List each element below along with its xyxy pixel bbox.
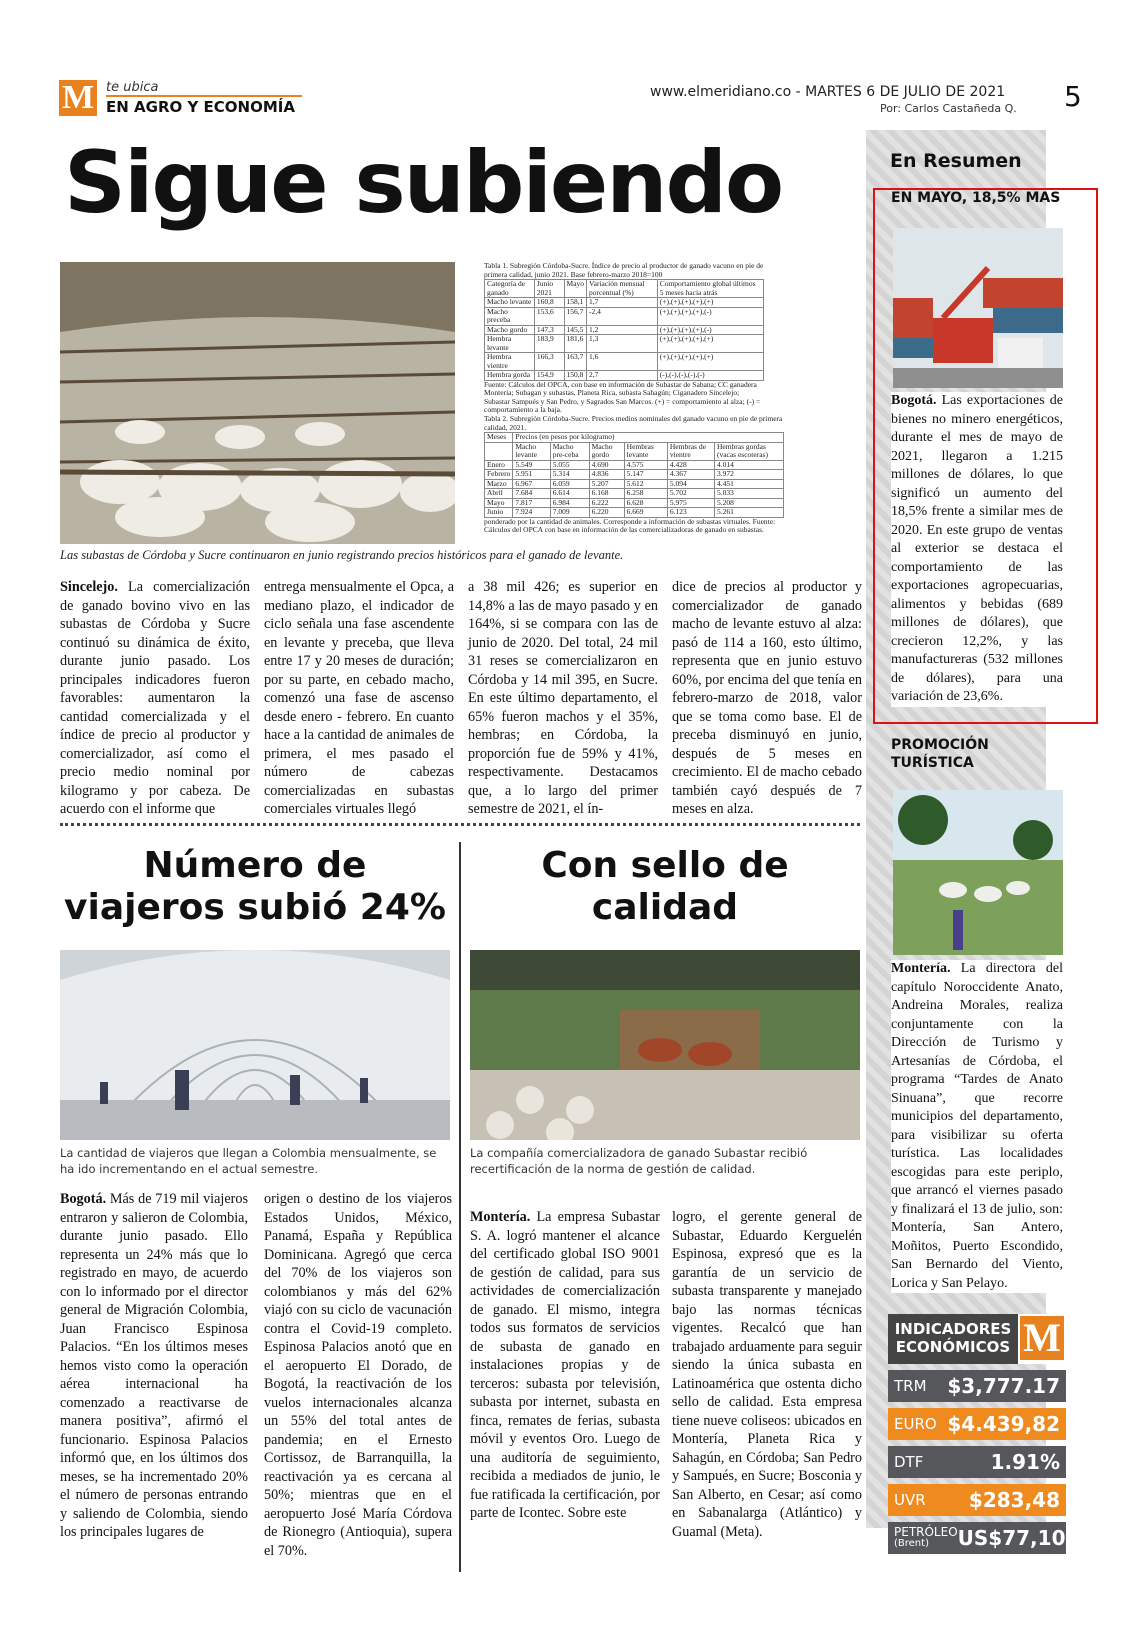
table-cell: 163,7 [564, 353, 587, 371]
table-cell: 1,7 [587, 298, 658, 308]
summary-text: Las exportaciones de bienes no minero energéticos, durante el mes de mayo de 2021, llegaron a 1.215 millones de dólares, lo que significó un aumento del 18,5% frente a similar mes de 2020. En este grupo de ventas al exterior se destaca el comportamiento de las exportaciones agropecuarias, alimentos y bebidas (689 millones de dólares), que crecieron 12,2%, y las manufactureras (532 millones de dólares), para una variación de 23,6%. [891, 393, 1063, 704]
dateline: Montería. [470, 1209, 531, 1225]
table-cell: Abril [485, 489, 513, 499]
section-name: EN AGRO Y ECONOMÍA [106, 98, 295, 116]
article3-col2: logro, el gerente general de Subastar, Eduardo Kerguelén Espinosa, expresó que es la garantía de un servicio de subasta transparente y manejado bajo las normas técnicas vigentes. Recalcó que han trabajado arduamente para seguir siendo la única subasta en Latinoamérica que ostenta dicho sello de calidad. Esta empresa tiene nueve coliseos: ubicados en Montería, Planeta Rica y Sahagún, en Córdoba; San Pedro y Sampués, en Sucre; Bosconia y San Alberto, en Cesar; así como en Sabanalarga (Atlántico) y Guamal (Meta). [672, 1209, 862, 1540]
main-photo-caption: Las subastas de Córdoba y Sucre continuaron en junio registrando precios históricos para el ganado de levante. [60, 548, 624, 562]
table-cell: 6.984 [550, 498, 589, 508]
table1-header: Junio 2021 [534, 280, 564, 298]
table-cell: 6.614 [550, 489, 589, 499]
table-cell: 5.261 [714, 508, 783, 518]
table2-header: Hembras levante [624, 442, 667, 460]
table-cell: 147,3 [534, 325, 564, 335]
indicator-label: PETRÓLEO (Brent) [894, 1525, 958, 1549]
table1-header: Mayo [564, 280, 587, 298]
table-cell: Marzo [485, 479, 513, 489]
table-cell: Enero [485, 460, 513, 470]
indicator-label: UVR [894, 1491, 926, 1509]
table-cell: 7.817 [513, 498, 550, 508]
article3-caption: La compañía comercializadora de ganado Subastar recibió recertificación de la norma de gestión de calidad. [470, 1146, 808, 1176]
table-cell: (+),(+),(+),(+),(+) [657, 335, 763, 353]
table2-superheader: Precios (en pesos por kilogramo) [513, 433, 784, 443]
table-cell: 4.451 [714, 479, 783, 489]
dateline: Montería. [891, 961, 951, 976]
table-cell: (-),(-),(-),(-),(-) [657, 371, 763, 381]
table-cell: 6.258 [624, 489, 667, 499]
indicator-value: US$77,10 [957, 1526, 1066, 1550]
table-cell: 181,6 [564, 335, 587, 353]
table1-grid [484, 279, 764, 381]
indicator-value: $4.439,82 [947, 1412, 1060, 1436]
summary-item1-title: EN MAYO, 18,5% MAS [891, 190, 1061, 206]
table-cell: Macho preceba [485, 307, 535, 325]
main-article-col4: dice de precios al productor y comercializador de ganado macho de levante estuvo al alza: pasó de 114 a 160, esto último, representa que en junio estuvo 60%, por encima del que tenía en febrero-marzo de 2018, valor que se toma como base. El de preceba disminuyó en junio, después de 5 meses en crecimiento. El de macho cebado también cayó después de 7 meses en alza. [672, 579, 862, 817]
table-cell: 4.836 [589, 470, 624, 480]
column-divider [459, 842, 461, 1572]
table-cell: 5.094 [667, 479, 714, 489]
table-cell: 158,1 [564, 298, 587, 308]
table-cell: 7.684 [513, 489, 550, 499]
indicator-value: 1.91% [990, 1450, 1060, 1474]
newspaper-logo: M [59, 80, 97, 116]
article2-caption: La cantidad de viajeros que llegan a Colombia mensualmente, se ha ido incrementando en el actual semestre. [60, 1146, 437, 1176]
indicator-row [888, 1522, 1066, 1554]
publication-date: www.elmeridiano.co - MARTES 6 DE JULIO DE 2021 [650, 84, 1006, 100]
article3-col1 [470, 1208, 660, 1523]
table1-row [485, 353, 764, 371]
article-text: La comercialización de ganado bovino vivo en las subastas de Córdoba y Sucre continuó su dinámica de éxito, durante junio pasado. Los principales indicadores fueron favorables: aumentaron la cantidad comercializada y el índice de precio al productor y comercializador, así como el precio medio nominal por kilogramo y por cabeza. De acuerdo con el informe que [60, 579, 250, 817]
table-cell: Mayo [485, 498, 513, 508]
port-containers-photo [893, 228, 1063, 388]
summary-item1-text [891, 392, 1063, 707]
main-article-col3: a 38 mil 426; es superior en 14,8% a las de mayo pasado y en 164%, si se compara con las de junio de 2020. Del total, 24 mil 31 reses se comercializaron en Córdoba y 14 mil 395, en Sucre. En este último departamento, el 65% fueron machos y el 35%, hembras; en Córdoba, la proporción fue de 59% y 41%, respectivamente. Destacamos que, a lo largo del primer semestre de 2021, el ín- [468, 579, 658, 817]
tagline: te ubica [106, 80, 159, 95]
dateline: Sincelejo. [60, 579, 118, 595]
table-cell: 6.220 [589, 508, 624, 518]
table2-header: Macho pre-ceba [550, 442, 589, 460]
table-cell: 6.168 [589, 489, 624, 499]
table1-header: Comportamiento global últimos 5 meses hacia atrás [657, 280, 763, 298]
auction-arena-photo [470, 950, 860, 1140]
table-cell: Macho levante [485, 298, 535, 308]
page-number: 5 [1064, 80, 1082, 113]
price-index-table [484, 262, 764, 415]
header-rule [106, 95, 302, 97]
table-cell: 150,8 [564, 371, 587, 381]
indicators-title: INDICADORES ECONÓMICOS [888, 1314, 1018, 1364]
indicators-header [888, 1314, 1066, 1364]
average-price-table [484, 415, 784, 535]
table-cell: Hembra levante [485, 335, 535, 353]
indicators-list [888, 1370, 1066, 1560]
table-cell: 6.222 [589, 498, 624, 508]
author-byline: Por: Carlos Castañeda Q. [880, 102, 1017, 115]
table-cell: 6.628 [624, 498, 667, 508]
table2-header: Macho gordo [589, 442, 624, 460]
table-cell: 160,8 [534, 298, 564, 308]
table-cell: 5.207 [589, 479, 624, 489]
table-cell: (+),(+),(+),(+),(+) [657, 353, 763, 371]
sidebar-title: En Resumen [890, 150, 1022, 172]
indicator-value: $283,48 [968, 1488, 1060, 1512]
table-cell: 156,7 [564, 307, 587, 325]
summary-text: La directora del capítulo Noroccidente Anato, Andreina Morales, realiza conjuntamente con la Dirección de Turismo y Artesanías de Córdoba, el programa “Tardes de Anato Sinuana”, que recorre municipios del departamento, para visibilizar su oferta turística. Las localidades escogidas para este periplo, que arrancó el viernes pasado y finalizará el 13 de julio, son: Montería, San Antero, Moñitos, Puerto Escondido, San Bernardo del Viento, Lorica y San Pelayo. [891, 961, 1063, 1291]
article2-col2: origen o destino de los viajeros Estados Unidos, México, Panamá, España y República Dominicana. Agregó que cerca del 70% de los viajeros son colombianos y más del 62% viajó con su ciclo de vacunación contra el Covid-19 completo. Espinosa Palacios anotó que en el aeropuerto El Dorado, de Bogotá, la reactivación de los vuelos internacionales alcanza un 55% del total antes de pandemia; en el Ernesto Cortissoz, de Barranquilla, la reactivación ya es cercana al 50%; mientras que en el aeropuerto José María Córdova de Rionegro (Antioquia), supera el 70%. [264, 1191, 452, 1559]
section-divider [60, 823, 860, 826]
indicator-value: $3,777.17 [947, 1374, 1060, 1398]
table-cell: 154,9 [534, 371, 564, 381]
indicator-label: DTF [894, 1453, 924, 1471]
table-cell: 2,7 [587, 371, 658, 381]
tourism-photo [893, 790, 1063, 955]
indicator-label: EURO [894, 1415, 937, 1433]
table-cell: Macho gordo [485, 325, 535, 335]
dateline: Bogotá. [891, 393, 937, 408]
indicator-row [888, 1408, 1066, 1440]
table-cell: 6.669 [624, 508, 667, 518]
indicator-row [888, 1484, 1066, 1516]
airport-photo [60, 950, 450, 1140]
table2-row [485, 508, 784, 518]
table-cell: 5.612 [624, 479, 667, 489]
table2-row [485, 489, 784, 499]
indicators-logo: M [1020, 1316, 1064, 1360]
table-cell: 183,9 [534, 335, 564, 353]
table-cell: 6.059 [550, 479, 589, 489]
table-cell: 145,5 [564, 325, 587, 335]
table-cell: (+),(+),(+),(+),(-) [657, 307, 763, 325]
table2-header: Hembras de vientre [667, 442, 714, 460]
table-cell: (+),(+),(+),(+),(+) [657, 298, 763, 308]
indicator-sublabel: (Brent) [894, 1538, 929, 1549]
table-cell: 3.972 [714, 470, 783, 480]
main-article-col2: entrega mensualmente el Opca, a mediano plazo, el indicador de ciclo señala una fase ascendente en levante y preceba, que lleva entre 17 y 20 meses de duración; por su parte, en cebado macho, comenzó una fase de ascenso desde enero - febrero. En cuanto hace a la cantidad de animales de primera, el mes pasado el número de cabezas comercializadas en subastas comerciales virtuales llegó [264, 579, 454, 817]
table-cell: 4.690 [589, 460, 624, 470]
table-cell: 5.951 [513, 470, 550, 480]
table2-note: ponderado por la cantidad de animales. Corresponde a información de subastas virtuales. Fuente: Cálculos del OPCA con base en información de las comercializadoras de ganado en subastas. [484, 516, 776, 534]
table-cell: 5.055 [550, 460, 589, 470]
table2-header: Meses [485, 433, 513, 443]
table-cell: 5.702 [667, 489, 714, 499]
table1-row [485, 335, 764, 353]
table-cell: Junio [485, 508, 513, 518]
table1-row [485, 371, 764, 381]
table-cell: 4.014 [714, 460, 783, 470]
summary-item2-title: PROMOCIÓN TURÍSTICA [891, 737, 989, 771]
cattle-auction-photo [60, 262, 455, 544]
main-headline: Sigue subiendo [64, 133, 783, 233]
table-cell: Hembra vientre [485, 353, 535, 371]
table-cell: 5.033 [714, 489, 783, 499]
table1-row [485, 298, 764, 308]
table-cell: 7.924 [513, 508, 550, 518]
table-cell: 1,6 [587, 353, 658, 371]
dateline: Bogotá. [60, 1191, 107, 1207]
indicator-label: TRM [894, 1377, 927, 1395]
main-article-col1 [60, 578, 250, 819]
table1-title: Tabla 1. Subregión Córdoba-Sucre. Índice de precio al productor de ganado vacuno en pie de primera calidad, junio 2021. Base febrero-marzo 2018=100 [484, 261, 764, 279]
table-cell: 6.123 [667, 508, 714, 518]
table-cell: 166,3 [534, 353, 564, 371]
article3-headline: Con sello de calidad [541, 845, 789, 928]
table-cell: -2,4 [587, 307, 658, 325]
table-cell: 1,2 [587, 325, 658, 335]
table-cell: 7.009 [550, 508, 589, 518]
article-text: Más de 719 mil viajeros entraron y salieron de Colombia, durante junio pasado. Ello representa un 24% más que lo registrado en mayo, de acuerdo con lo informado por el director general de Migración Colombia, Juan Francisco Espinosa Palacios. “En los últimos meses hemos visto como la operación aérea internacional ha comenzado a reactivarse de manera positiva”, afirmó el funcionario. Espinosa Palacios informó que, en los últimos dos meses, se ha incrementado 20% el número de personas entrando y saliendo de Colombia, siendo los principales lugares de [60, 1191, 248, 1540]
table2-row [485, 470, 784, 480]
article2-col1 [60, 1190, 248, 1542]
table-cell: Febrero [485, 470, 513, 480]
table-cell: 153,6 [534, 307, 564, 325]
article2-headline: Número de viajeros subió 24% [64, 845, 446, 928]
table2-grid [484, 432, 784, 518]
table-cell: (+),(+),(+),(+),(-) [657, 325, 763, 335]
indicator-row [888, 1370, 1066, 1402]
summary-item2-text [891, 960, 1063, 1293]
table-cell: 4.575 [624, 460, 667, 470]
table-cell: 4.367 [667, 470, 714, 480]
table1-row [485, 325, 764, 335]
table-cell: 5.314 [550, 470, 589, 480]
table1-header: Variación mensual porcentual (%) [587, 280, 658, 298]
table-cell: 6.967 [513, 479, 550, 489]
table2-title: Tabla 2. Subregión Córdoba-Sucre. Precios medios nominales del ganado vacuno en pie de primera calidad, 2021. [484, 414, 783, 432]
table1-row [485, 307, 764, 325]
table1-header: Categoría de ganado [485, 280, 535, 298]
table2-header: Hembras gordas (vacas escoteras) [714, 442, 783, 460]
table-cell: Hembra gorda [485, 371, 535, 381]
indicator-row [888, 1446, 1066, 1478]
table-cell: 5.147 [624, 470, 667, 480]
table1-note: Fuente: Cálculos del OPCA, con base en información de Subastar de Sabana; CC ganadera Montería; Subagan y subastas, Planeta Rica, subasta Sahagún; Ciganadero Sincelejo; Subastar Sampués y San Pedro, y Sagrados San Marcos. (+) = comportamiento al alza; (-) = comportamiento a la baja. [484, 379, 761, 414]
table-cell: 5.975 [667, 498, 714, 508]
table2-header: Macho levante [513, 442, 550, 460]
table-cell: 1,3 [587, 335, 658, 353]
article-text: La empresa Subastar S. A. logró mantener el alcance del certificado global ISO 9001 de gestión de calidad, para sus actividades de comercialización de ganado. El mismo, integra todos sus formatos de servicios de subasta de ganado en instalaciones propias y de terceros: subasta por televisión, subasta por internet, subasta en finca, remates de ferias, subasta móvil y eventos Oro. Luego de una auditoría de seguimiento, recibida a mediados de junio, le fue ratificada la certificación, por parte de Icontec. Sobre este [470, 1209, 660, 1521]
table-cell: 5.549 [513, 460, 550, 470]
table-cell: 4.428 [667, 460, 714, 470]
table-cell: 5.208 [714, 498, 783, 508]
